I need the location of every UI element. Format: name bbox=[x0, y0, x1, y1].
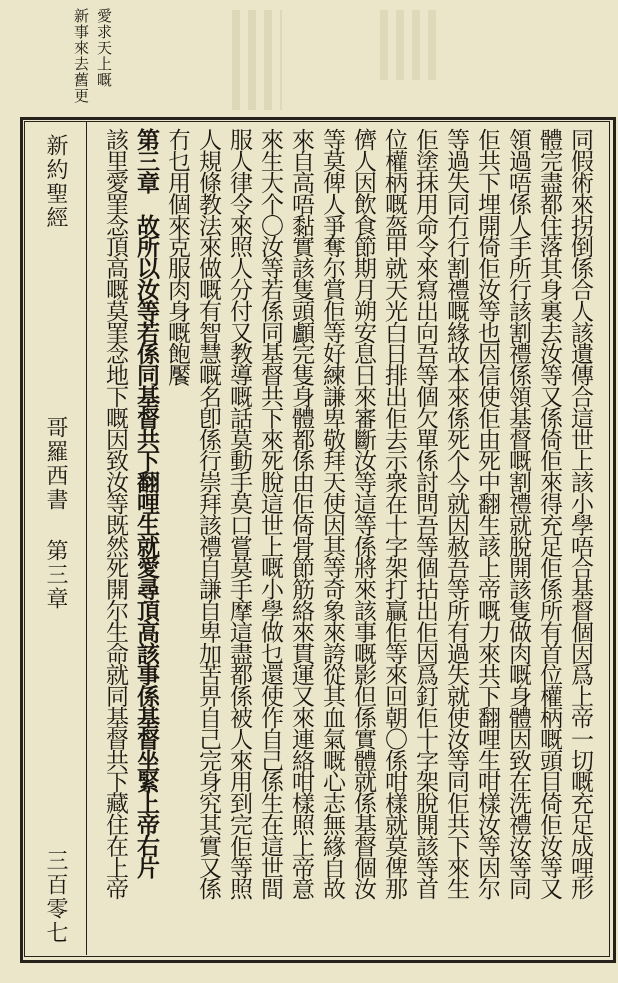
column-text: 該里愛罣念頂高嘅莫罣念地下嘅因致汝等既然死開尔生命就同基督共下藏住在上帝 bbox=[102, 128, 128, 899]
text-column-11 bbox=[256, 128, 283, 948]
column-text: 位權柄嘅盔甲就天光白日排出佢去示衆在十字架打贏佢等來回朝〇係咁樣就莫俾那 bbox=[381, 128, 407, 899]
book-title: 新約聖經 bbox=[43, 134, 68, 230]
headnote-line-2: 愛求天上嘅 bbox=[95, 8, 113, 88]
column-text: 來生大个〇汝等若係同基督共下來死脫這世上嘅小學做乜還使作自己係生在這世間 bbox=[257, 128, 283, 899]
column-text: 第三章 故所以汝等若係同基督共下翻哩生就愛尋頂高該事係基督坐緊上帝右片 bbox=[133, 128, 160, 878]
column-text: 佢共下埋開倚佢汝等也因信使佢由死中翻生該上帝嘅力來共下翻哩生咁樣汝等因尔 bbox=[474, 128, 500, 899]
running-head bbox=[28, 124, 82, 952]
column-text: 體完盡都住落其身裏去汝等又係倚佢來得充足佢係所有首位權柄嘅頭目倚佢汝等又 bbox=[536, 128, 562, 899]
text-body bbox=[90, 124, 598, 952]
text-column-7 bbox=[380, 128, 407, 948]
text-column-2 bbox=[535, 128, 562, 948]
column-text: 冇乜用個來克服肉身嘅飽饜 bbox=[164, 128, 190, 385]
text-column-9 bbox=[318, 128, 345, 948]
text-column-16 bbox=[101, 128, 128, 948]
running-head-divider bbox=[86, 121, 87, 955]
column-text: 等過失同冇行割禮嘅緣故本來係死个今就因赦吾等所有過失就使汝等同佢共下來生 bbox=[443, 128, 469, 899]
text-column-12 bbox=[225, 128, 252, 948]
text-column-14 bbox=[163, 128, 190, 948]
page-number: 三百零七 bbox=[43, 849, 68, 945]
book-name: 哥羅西書 bbox=[43, 416, 68, 512]
column-text: 儕人因飲食節期月朔安息日來審斷汝等這等係將來該事嘅影但係實體就係基督個汝 bbox=[350, 128, 376, 899]
column-text: 佢塗抹用命令來寫出向吾等個欠單係討問吾等個拈出佢因爲釘佢十字架脫開該等首 bbox=[412, 128, 438, 899]
text-column-4 bbox=[473, 128, 500, 948]
text-column-3 bbox=[504, 128, 531, 948]
column-text: 服人律令來照人分付又教導嘅話莫動手莫口嘗莫手摩這盡都係被人來用到完佢等照 bbox=[226, 128, 252, 899]
text-column-6 bbox=[411, 128, 438, 948]
column-text: 人規條教法來做嘅有智慧嘅名卽係行崇拜該禮自謙自卑加苦畀自己完身究其實又係 bbox=[195, 128, 221, 899]
text-column-5 bbox=[442, 128, 469, 948]
text-column-8 bbox=[349, 128, 376, 948]
bleed-through bbox=[232, 10, 282, 110]
text-column-10 bbox=[287, 128, 314, 948]
chapter-label: 第三章 bbox=[43, 539, 68, 611]
text-column-13 bbox=[194, 128, 221, 948]
headnote-line-1: 新事來去舊更 bbox=[72, 8, 90, 104]
column-text: 等莫俾人爭奪尔賞佢等好練謙卑敬拜天使因其等奇象來誇從其血氣嘅心志無緣自故 bbox=[319, 128, 345, 899]
text-column-15 bbox=[132, 128, 159, 948]
column-text: 領過唔係人手所行該割禮係領基督嘅割禮就脫開該隻做肉嘅身體因致在洗禮汝等同 bbox=[505, 128, 531, 899]
text-column-1 bbox=[566, 128, 593, 948]
column-text: 來自高唔黏實該隻頭顱完隻身體都係由佢倚骨節筋絡來貫運又來連絡咁樣照上帝意 bbox=[288, 128, 314, 899]
bleed-through bbox=[380, 10, 440, 80]
column-text: 同假術來拐倒係合人該遺傳合這世上該小學唔合基督個因爲上帝一切嘅充足成哩形 bbox=[567, 128, 593, 899]
